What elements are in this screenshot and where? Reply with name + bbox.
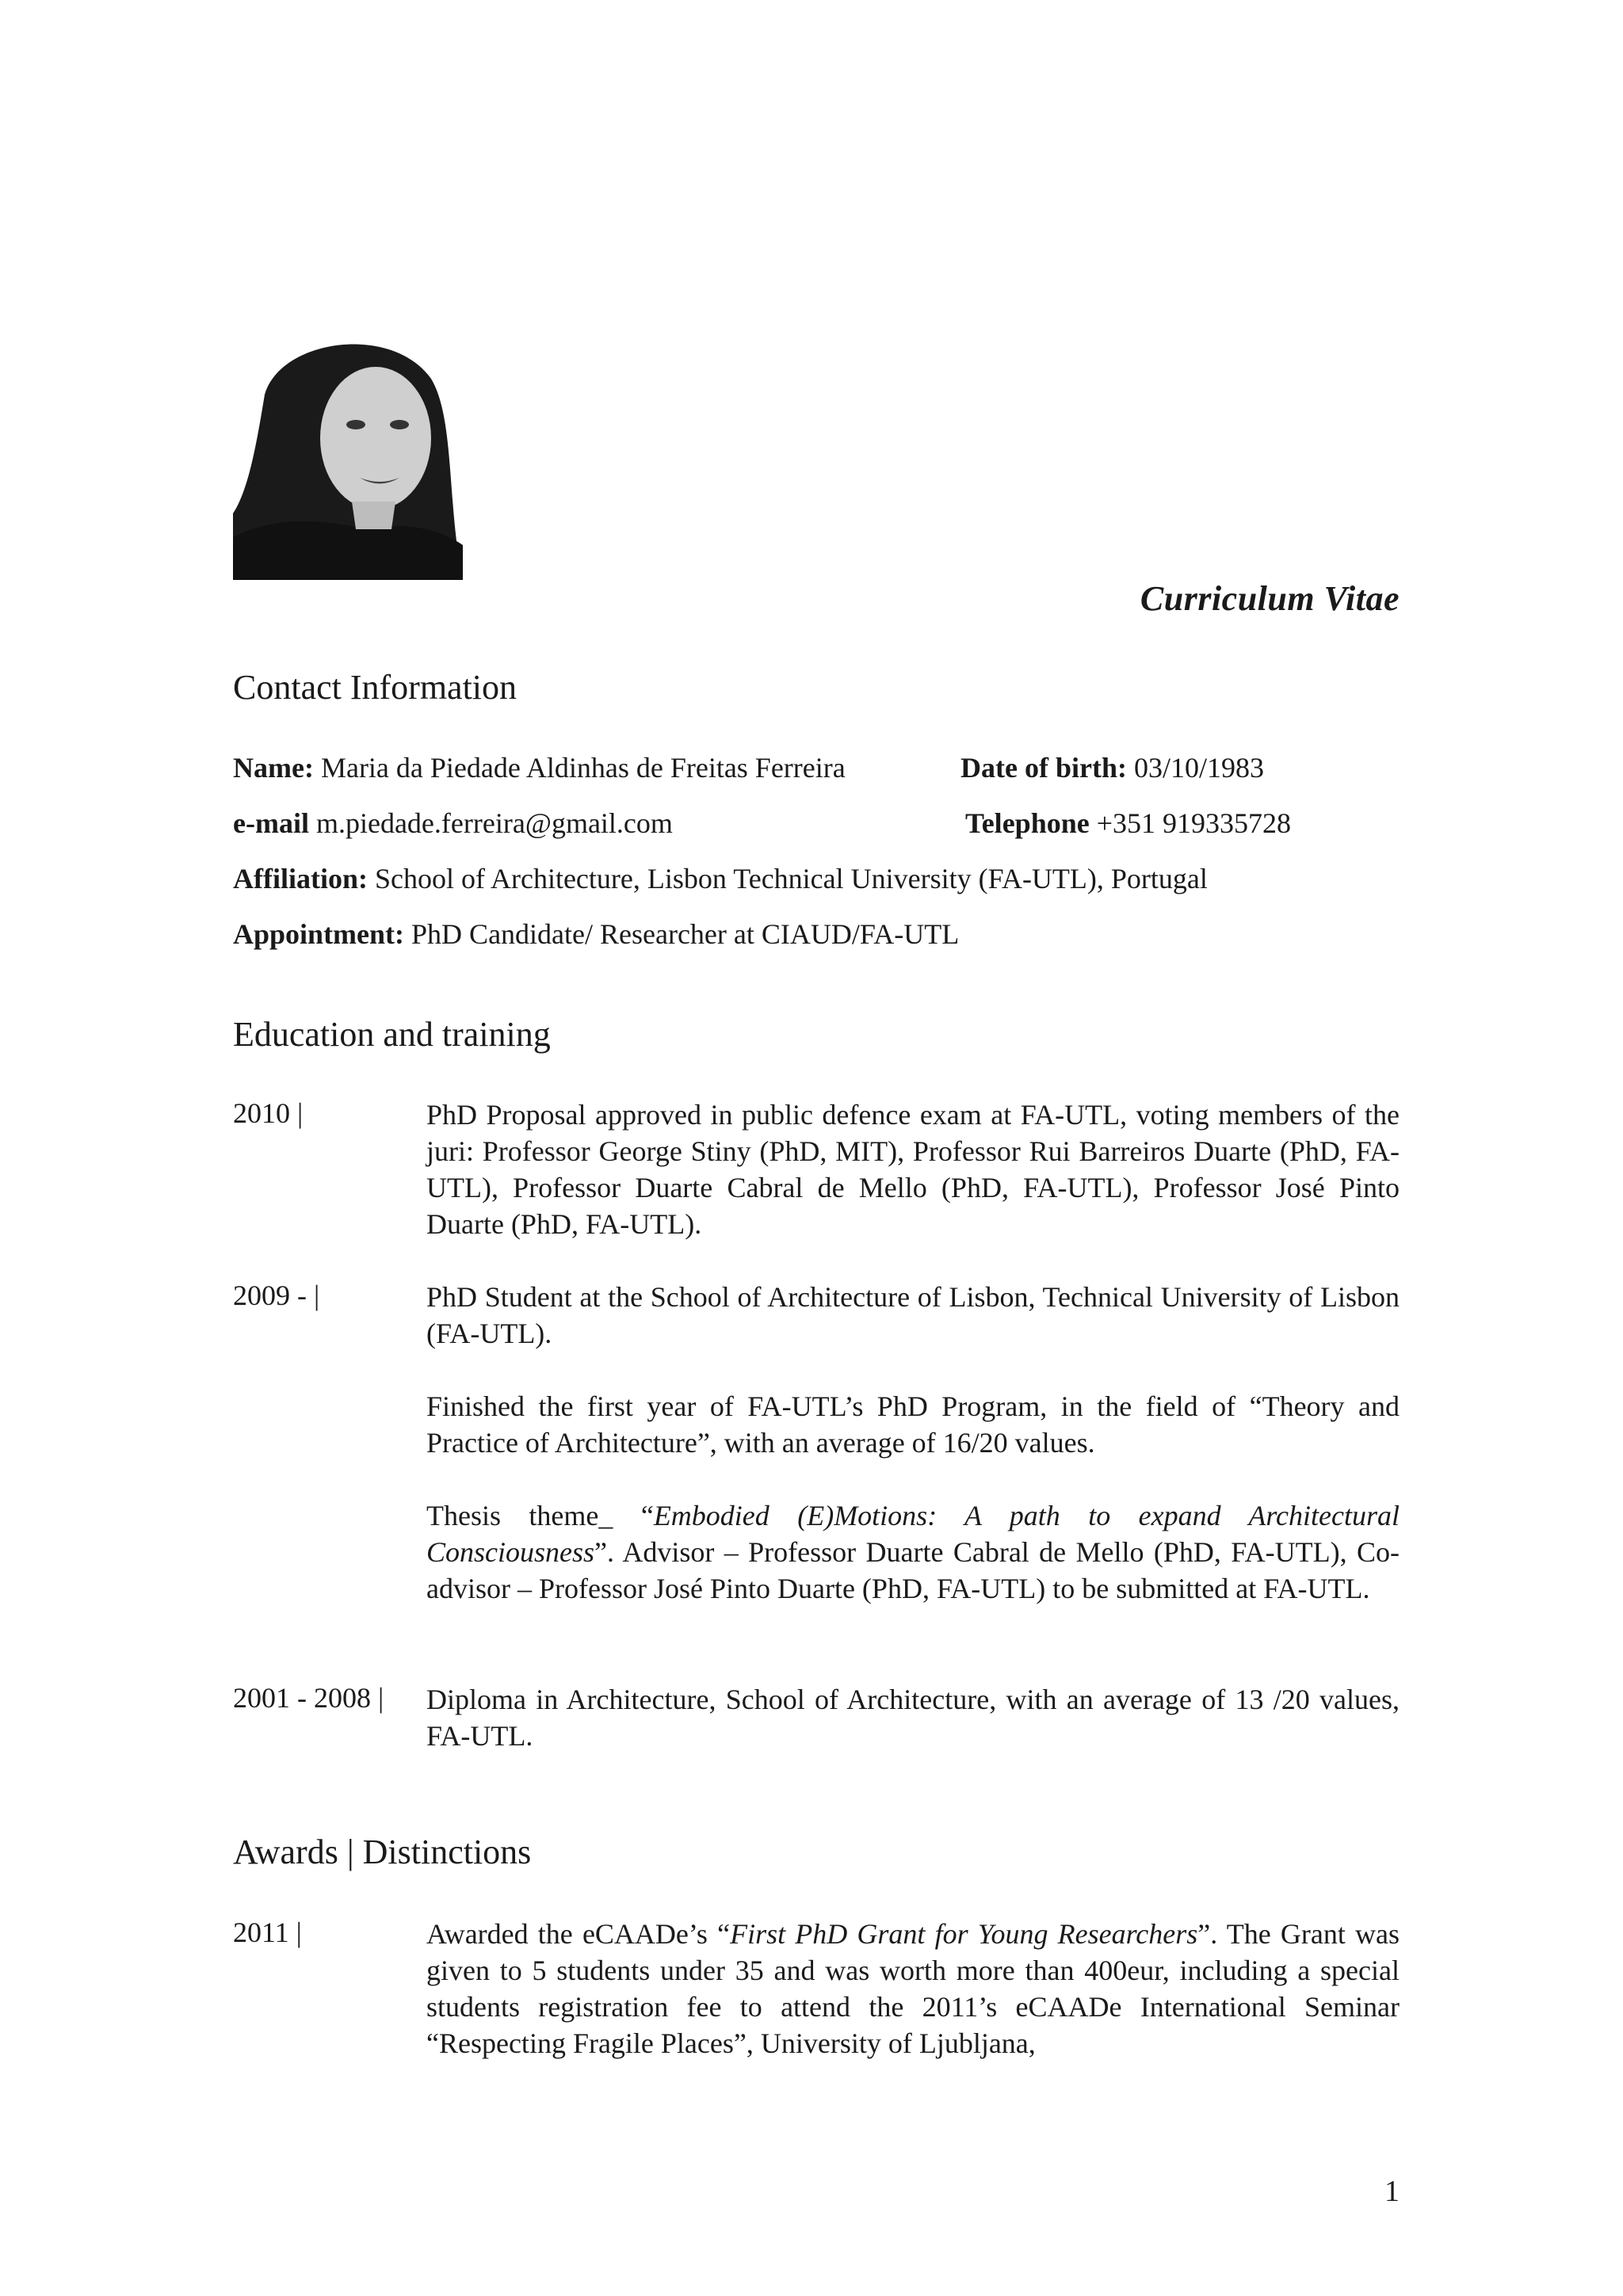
award-entry-text — [426, 1916, 1400, 2061]
education-entry-text: Diploma in Architecture, School of Architecture, with an average of 13 /20 values, FA-UTL. — [426, 1684, 1400, 1752]
education-entry-date: 2009 - | — [233, 1280, 320, 1311]
appointment-label: Appointment: — [233, 918, 405, 950]
page-number: 1 — [1384, 2175, 1400, 2208]
education-entry-text: PhD Student at the School of Architecture of Lisbon, Technical University of Lisbon (FA-UTL). — [426, 1281, 1400, 1349]
education-entry-date: 2001 - 2008 | — [233, 1682, 384, 1714]
thesis-prefix: Thesis theme_ “ — [426, 1500, 654, 1531]
contact-heading: Contact Information — [233, 668, 517, 707]
education-entry-date: 2010 | — [233, 1097, 304, 1129]
page-title: Curriculum Vitae — [1140, 579, 1400, 618]
thesis-suffix: ”. Advisor – Professor Duarte Cabral de Mello (PhD, FA-UTL), Co-advisor – Professor José Pinto Duarte (PhD, FA-UTL) to be submitted at FA-UTL. — [426, 1536, 1400, 1604]
education-entry-text: Finished the first year of FA-UTL’s PhD Program, in the field of “Theory and Practice of Architecture”, with an average of 16/20 values. — [426, 1390, 1400, 1459]
education-entry-thesis — [426, 1497, 1400, 1607]
award-suffix: ”. The Grant was given to 5 students under 35 and was worth more than 400eur, including a special students registration fee to attend the 2011’s eCAADe International Seminar “Respecting Fragile Places”, University of Ljubljana, — [426, 1918, 1400, 2059]
contact-phone-line — [965, 807, 1291, 840]
award-entry-date: 2011 | — [233, 1917, 302, 1948]
affiliation-label: Affiliation: — [233, 863, 368, 894]
name-value: Maria da Piedade Aldinhas de Freitas Ferreira — [313, 752, 846, 784]
contact-dob-line — [960, 751, 1264, 784]
email-label: e-mail — [233, 807, 309, 839]
contact-email-line — [233, 807, 673, 840]
award-prefix: Awarded the eCAADe’s “ — [426, 1918, 731, 1950]
contact-name-line — [233, 751, 846, 784]
award-title: First PhD Grant for Young Researchers — [730, 1918, 1198, 1950]
phone-value: +351 919335728 — [1089, 807, 1292, 839]
awards-heading: Awards | Distinctions — [233, 1833, 532, 1871]
affiliation-value: School of Architecture, Lisbon Technical University (FA-UTL), Portugal — [367, 863, 1208, 894]
name-label: Name: — [233, 752, 314, 784]
thesis-title: Embodied (E)Motions: A path to expand Architectural Consciousness — [426, 1500, 1400, 1568]
appointment-value: PhD Candidate/ Researcher at CIAUD/FA-UTL — [404, 918, 960, 950]
education-entry-text: PhD Proposal approved in public defence exam at FA-UTL, voting members of the juri: Professor George Stiny (PhD, MIT), Professor Rui Barreiros Duarte (PhD, FA-UTL), Professor Duarte Cabral de Mello (PhD, FA-UTL), Professor José Pinto Duarte (PhD, FA-UTL). — [426, 1099, 1400, 1240]
education-heading: Education and training — [233, 1015, 551, 1054]
dob-label: Date of birth: — [960, 752, 1127, 784]
dob-value: 03/10/1983 — [1126, 752, 1264, 784]
email-value[interactable]: m.piedade.ferreira@gmail.com — [308, 807, 673, 839]
contact-affiliation-line — [233, 862, 1208, 895]
contact-appointment-line — [233, 917, 959, 951]
profile-photo — [233, 331, 463, 580]
phone-label: Telephone — [965, 807, 1090, 839]
